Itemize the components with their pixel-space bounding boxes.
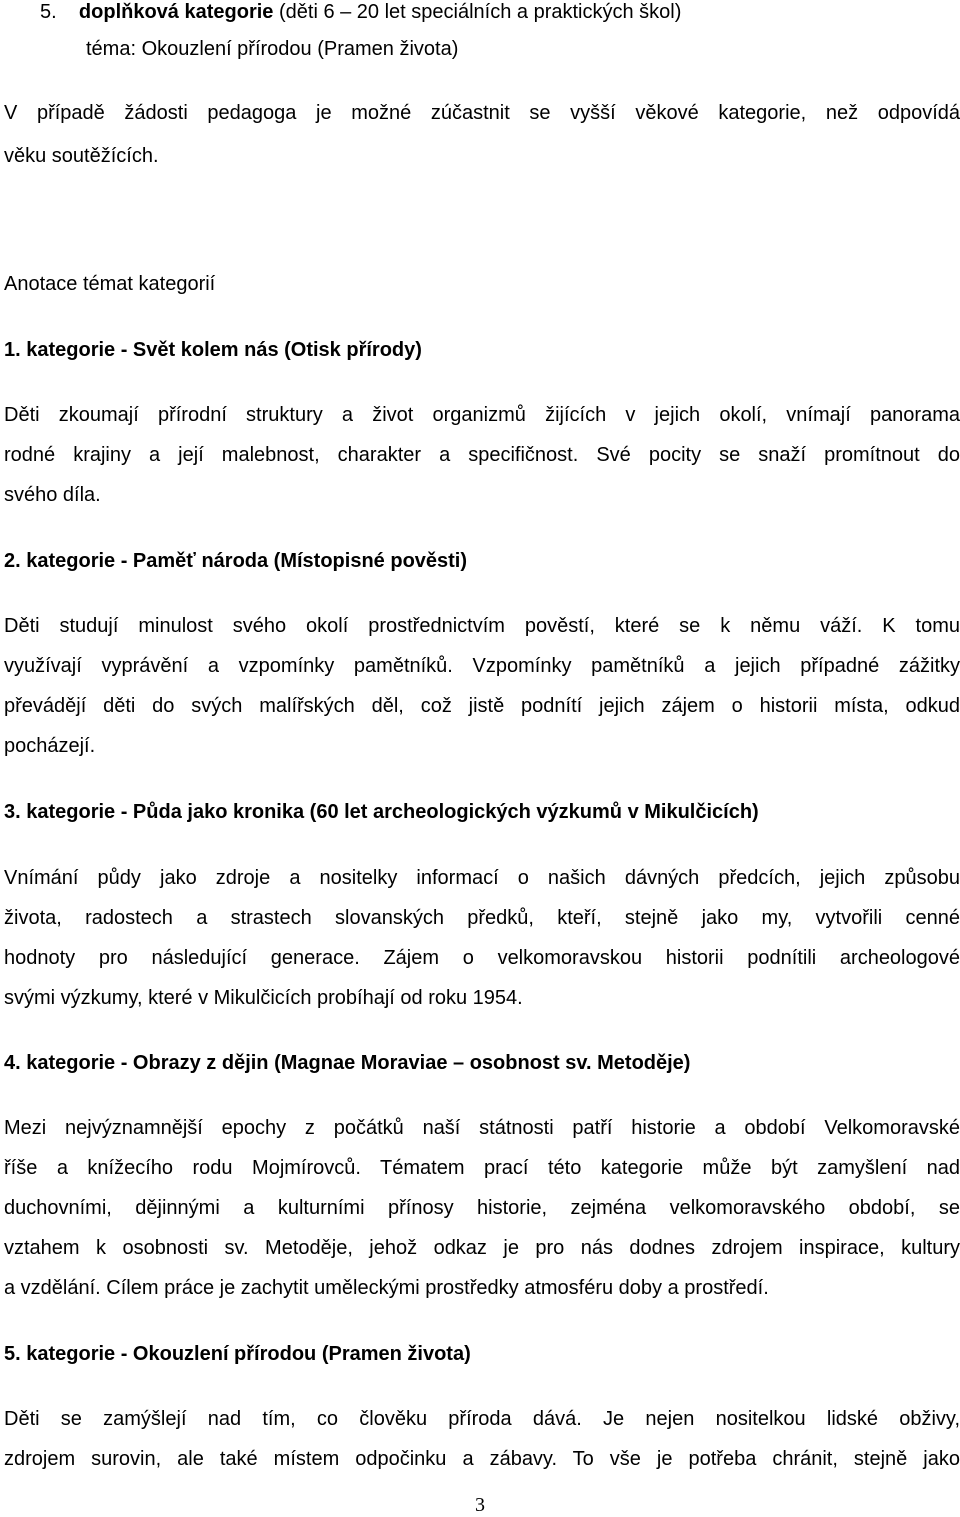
category-5-heading: 5. kategorie - Okouzlení přírodou (Pramen života) <box>4 1343 471 1365</box>
category-4-line-1: Mezi nejvýznamnější epochy z počátků naší státnosti patří historie a období Velkomoravské <box>4 1117 960 1139</box>
header-title-rest: (děti 6 – 20 let speciálních a praktických škol) <box>273 1 682 23</box>
category-2-line-1: Děti studují minulost svého okolí prostřednictvím pověstí, které se k němu váží. K tomu <box>4 615 960 637</box>
category-5-header <box>40 0 940 24</box>
header-note-line-1: V případě žádosti pedagoga je možné zúčastnit se vyšší věkové kategorie, než odpovídá <box>4 102 960 124</box>
category-4-line-5: a vzdělání. Cílem práce je zachytit uměleckými prostředky atmosféru doby a prostředí. <box>4 1277 769 1299</box>
category-3-heading: 3. kategorie - Půda jako kronika (60 let archeologických výzkumů v Mikulčicích) <box>4 801 759 823</box>
category-2-line-2: využívají vyprávění a vzpomínky pamětníků. Vzpomínky pamětníků a jejich případné zážitky <box>4 655 960 677</box>
category-1-line-1: Děti zkoumají přírodní struktury a život organizmů žijících v jejich okolí, vnímají panorama <box>4 404 960 426</box>
category-1-line-2: rodné krajiny a její malebnost, charakter a specifičnost. Své pocity se snaží promítnout do <box>4 444 960 466</box>
annotations-heading: Anotace témat kategorií <box>4 273 216 295</box>
category-1-line-3: svého díla. <box>4 484 101 506</box>
category-4-line-3: duchovními, dějinnými a kulturními přínosy historie, zejména velkomoravského období, se <box>4 1197 960 1219</box>
category-2-line-3: převádějí děti do svých malířských děl, což jistě podnítí jejich zájem o historii místa, odkud <box>4 695 960 717</box>
category-3-line-1: Vnímání půdy jako zdroje a nositelky informací o našich dávných předcích, jejich způsobu <box>4 867 960 889</box>
category-4-line-2: říše a knížecího rodu Mojmírovců. Tématem prací této kategorie může být zamyšlení nad <box>4 1157 960 1179</box>
category-5-line-2: zdrojem surovin, ale také místem odpočinku a zábavy. To vše je potřeba chránit, stejně jako <box>4 1448 960 1470</box>
category-2-heading: 2. kategorie - Paměť národa (Místopisné pověsti) <box>4 550 468 572</box>
category-3-line-4: svými výzkumy, které v Mikulčicích probíhají od roku 1954. <box>4 987 523 1009</box>
header-number: 5. <box>40 1 57 23</box>
category-4-heading: 4. kategorie - Obrazy z dějin (Magnae Moraviae – osobnost sv. Metoděje) <box>4 1052 691 1074</box>
category-3-line-2: života, radostech a strastech slovanských předků, kteří, stejně jako my, vytvořili cenné <box>4 907 960 929</box>
category-1-heading: 1. kategorie - Svět kolem nás (Otisk přírody) <box>4 339 422 361</box>
category-2-line-4: pocházejí. <box>4 735 96 757</box>
header-theme: téma: Okouzlení přírodou (Pramen života) <box>86 38 459 60</box>
header-title-bold: doplňková kategorie <box>78 1 274 23</box>
category-3-line-3: hodnoty pro následující generace. Zájem o velkomoravskou historii podnítili archeologové <box>4 947 960 969</box>
category-4-line-4: vztahem k osobnosti sv. Metoděje, jehož odkaz je pro nás dodnes zdrojem inspirace, kultury <box>4 1237 960 1259</box>
header-note-line-2: věku soutěžících. <box>4 145 159 167</box>
category-5-line-1: Děti se zamýšlejí nad tím, co člověku příroda dává. Je nejen nositelkou lidské obživy, <box>4 1408 960 1430</box>
page-number: 3 <box>475 1494 485 1516</box>
